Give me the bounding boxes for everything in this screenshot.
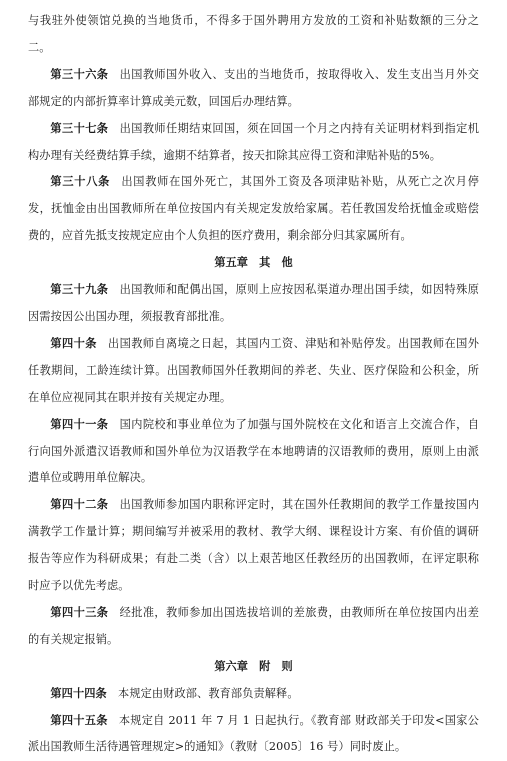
article-number: 第三十八条 (50, 175, 111, 189)
article-text: 国内院校和事业单位为了加强与国外院校在文化和语言上交流合作，自行向国外派遣汉语教师和国外单位为汉语教学在本地聘请的汉语教师的费用，原则上由派遣单位或聘用单位解决。 (28, 417, 479, 485)
article-42 (28, 492, 479, 600)
article-text: 本规定由财政部、教育部负责解释。 (118, 686, 299, 700)
chapter-6-heading: 第六章 附 则 (214, 659, 293, 673)
article-number: 第四十四条 (50, 686, 107, 700)
article-number: 第三十六条 (50, 67, 109, 81)
article-text: 出国教师参加国内职称评定时，其在国外任教期间的教学工作量按国内满教学工作量计算；期间编写并被采用的教材、教学大纲、课程设计方案、有价值的调研报告等应作为科研成果；有赴二类（含）以上艰苦地区任教经历的出国教师，在评定职称时应予以优先考虑。 (28, 498, 479, 593)
article-text: 出国教师任期结束回国，须在回国一个月之内持有关证明材料到指定机构办理有关经费结算手续，逾期不结算者，按天扣除其应得工资和津贴补贴的5%。 (28, 121, 479, 162)
article-39 (28, 277, 479, 331)
article-40 (28, 331, 479, 412)
article-41 (28, 412, 479, 493)
article-number: 第四十三条 (50, 605, 109, 619)
article-text: 出国教师在国外死亡，其国外工资及各项津贴补贴，从死亡之次月停发，抚恤金由出国教师所在单位按国内有关规定发放给家属。若任教国发给抚恤金或赔偿费的，应首先抵支按规定应由个人负担的医疗费用，剩余部分归其家属所有。 (28, 175, 479, 243)
article-number: 第三十九条 (50, 283, 109, 297)
article-44 (28, 681, 479, 708)
article-38 (28, 169, 479, 250)
article-text: 出国教师国外收入、支出的当地货币，按取得收入、发生支出当月外交部规定的内部折算率计算成美元数，回国后办理结算。 (28, 67, 479, 108)
article-text: 出国教师自离境之日起，其国内工资、津贴和补贴停发。出国教师在国外任教期间，工龄连续计算。出国教师国外任教期间的养老、失业、医疗保险和公积金，所在单位应视同其在职并按有关规定办理。 (28, 336, 479, 404)
article-text: 本规定自 2011 年 7 月 1 日起执行。《教育部 财政部关于印发<国家公派出国教师生活待遇管理规定>的通知》（教财〔2005〕16 号）同时废止。 (28, 713, 479, 754)
article-37 (28, 116, 479, 170)
article-43 (28, 600, 479, 654)
lead-paragraph: 与我驻外使领馆兑换的当地货币，不得多于国外聘用方发放的工资和补贴数额的三分之二。 (28, 14, 479, 54)
chapter-5-heading: 第五章 其 他 (214, 256, 293, 270)
article-text: 出国教师和配偶出国，原则上应按因私渠道办理出国手续，如因特殊原因需按因公出国办理，须报教育部批准。 (28, 283, 479, 323)
article-number: 第四十五条 (50, 713, 108, 727)
article-number: 第四十一条 (50, 417, 109, 431)
article-45 (28, 708, 479, 761)
article-number: 第四十二条 (50, 498, 109, 512)
article-36 (28, 62, 479, 116)
article-number: 第四十条 (50, 336, 97, 350)
article-number: 第三十七条 (50, 121, 109, 135)
article-text: 经批准，教师参加出国选拔培训的差旅费，由教师所在单位按国内出差的有关规定报销。 (28, 605, 479, 646)
